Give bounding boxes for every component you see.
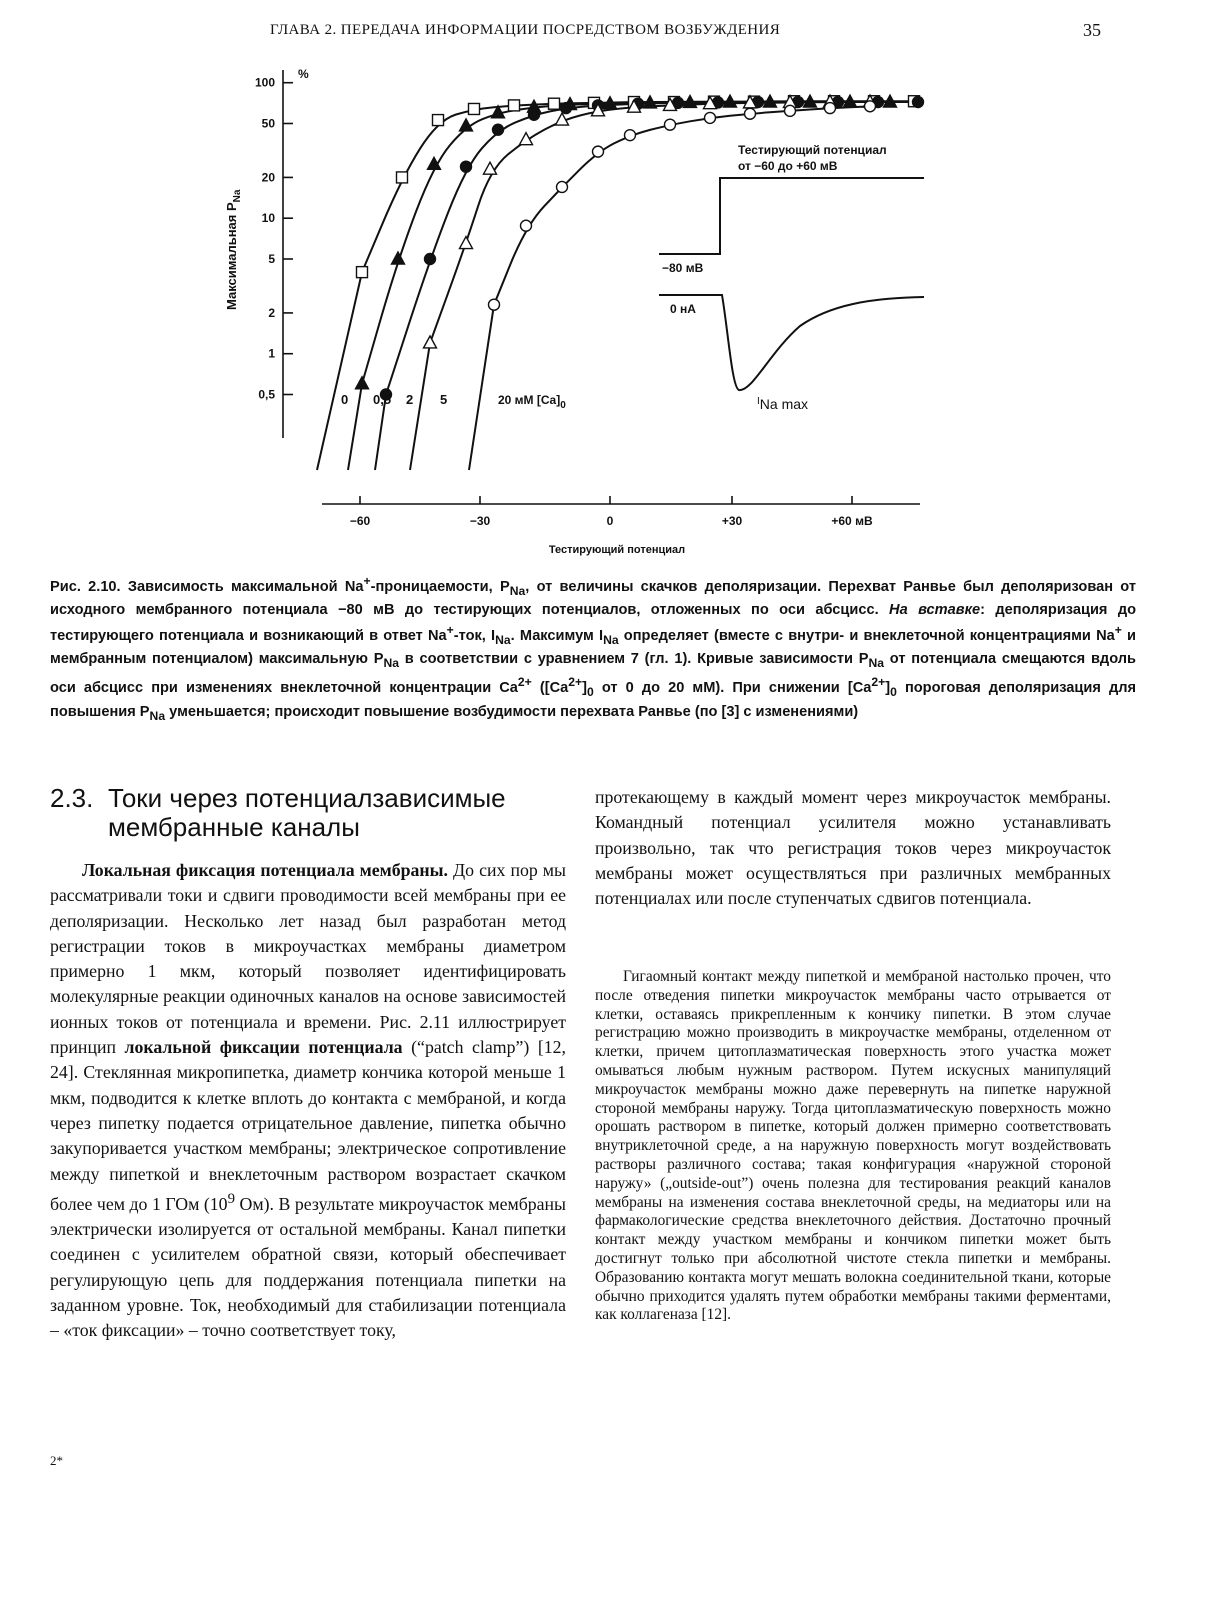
fit-curve <box>375 102 922 470</box>
marker-triangle <box>460 237 473 249</box>
x-axis-label: Тестирующий потенциал <box>548 544 686 556</box>
x-tick-label: −60 <box>349 514 371 528</box>
section-heading <box>50 784 580 842</box>
caption-text: и мембранным потенциалом) максимальную P <box>50 627 1136 668</box>
caption-italic: На вставке <box>889 602 981 619</box>
curve-label-20mM <box>498 393 566 411</box>
section-number: 2.3. <box>50 783 94 813</box>
fit-curve <box>348 102 894 470</box>
marker-square <box>433 115 444 126</box>
caption-sup: 2+ <box>568 675 583 690</box>
marker-circle <box>489 299 500 310</box>
caption-text: : деполяризация до тестирующего потенциала и возникающий в ответ Na <box>50 602 1137 644</box>
marker-square <box>549 98 560 109</box>
caption-text: уменьшается; происходит повышение возбудимости перехвата Ранвье (по [3] с изменениями) <box>165 703 859 720</box>
marker-triangle <box>356 377 369 389</box>
x-tick-label: 0 <box>606 514 614 528</box>
caption-text: в соответствии с уравнением 7 (гл. 1). Кривые зависимости P <box>399 651 869 668</box>
curve-label: 2 <box>406 392 414 407</box>
y-tick-label: 100 <box>254 75 275 90</box>
marker-circle <box>913 97 924 108</box>
caption-text: определяет (вместе с внутри- и внеклеточной концентрациями Na <box>618 627 1115 644</box>
marker-circle <box>425 254 436 265</box>
right-column-continuation <box>595 785 1111 911</box>
data-points <box>356 95 924 400</box>
x-tick-label: +60 мВ <box>831 514 873 528</box>
marker-circle <box>865 101 876 112</box>
caption-sub: Na <box>149 708 166 723</box>
caption-text: Зависимость максимальной Na <box>120 578 364 595</box>
inset-peak-label-main: I <box>757 396 760 407</box>
caption-sub: Na <box>509 583 526 598</box>
caption-sub: Na <box>383 655 400 670</box>
fit-curve <box>410 102 874 470</box>
paragraph-small: Гигаомный контакт между пипеткой и мембраной настолько прочен, что после отведения пипетки микроучасток мембраны часто отрывается от клетки, оставаясь прикрепленным к кончику пипетки. В этом случае регистрацию можно производить в микроучастке мембраны, отделенном от клетки, причем цитоплазматическая поверхность этого участка может омываться любым нужным раствором. Путем искусных манипуляций микроучасток мембраны можно даже перевернуть на пипетке наружной стороной мембраны наружу. Тогда цитоплазматическую поверхность можно орошать раствором в пипетке, который должен примерно соответствовать внутриклеточной среде, а на наружную поверхность могут воздействовать растворы различного состава; такая конфигурация «наружной стороной наружу» („outside-out”) очень полезна для тестирования реакций каналов мембраны на изменения состава внеклеточной среды, на медиаторы или на фармакологические средства внеклеточного действия. Достаточно прочный контакт между участком мембраны и кончиком пипетки может быть достигнут только при абсолютной чистоте стекла пипетки и мембраны. Образованию контакта могут мешать волокна соединительной ткани, которые обычно приходится удалять путем обработки мембраны такими ферментами, как коллагеназа [12]. <box>595 968 1111 1324</box>
caption-sub: Na <box>495 632 511 647</box>
marker-circle <box>665 119 676 130</box>
curve-label: 0,5 <box>373 392 392 407</box>
caption-sup: 2+ <box>517 675 532 690</box>
caption-sub: 0 <box>890 685 897 700</box>
y-axis-label-sub: Na <box>232 189 243 203</box>
y-unit: % <box>298 67 309 81</box>
y-tick-label: 50 <box>261 116 275 131</box>
inset <box>659 143 924 412</box>
inset-hold-label: −80 мВ <box>662 261 704 275</box>
caption-text: от 0 до 20 мМ). При снижении [Ca <box>593 680 872 697</box>
left-column <box>50 858 566 1344</box>
run-in-heading: Локальная фиксация потенциала мембраны. <box>82 860 448 880</box>
section-title-line2: мембранные каналы <box>108 812 360 842</box>
inset-title-line1: Тестирующий потенциал <box>738 143 887 157</box>
marker-circle <box>461 161 472 172</box>
inset-peak-label <box>757 396 808 412</box>
signature-mark: 2* <box>50 1453 63 1468</box>
curve-label: 5 <box>440 392 448 407</box>
caption-text: ] <box>582 680 588 697</box>
right-column-small-print <box>595 968 1111 1325</box>
section-title-line1: Токи через потенциалзависимые <box>108 783 506 813</box>
caption-text: , от величины скачков деполяризации. Перехват Ранвье был деполяризован от исходного мембранного потенциала −80 мВ до тестирующих потенциалов, отложенных по оси абсцисс. <box>50 578 1136 619</box>
y-tick-label: 0,5 <box>258 387 275 402</box>
paragraph <box>50 858 566 1344</box>
marker-circle <box>625 130 636 141</box>
marker-square <box>397 172 408 183</box>
marker-square <box>469 103 480 114</box>
y-tick-label: 1 <box>268 346 275 361</box>
y-tick-label: 2 <box>268 305 275 320</box>
caption-label: Рис. 2.10. <box>50 578 121 595</box>
y-tick-labels <box>255 76 293 402</box>
curve-label-20mM-text: 20 мМ [Ca] <box>498 393 561 407</box>
x-tick-labels <box>350 496 873 528</box>
caption-sup: + <box>446 622 454 637</box>
marker-circle <box>521 220 532 231</box>
x-tick-label: +30 <box>721 514 743 528</box>
paragraph-text: Ом). В результате микроучасток мембраны электрически изолируется от остальной мембраны. Канал пипетки соединен с усилителем обратной связи, который обеспечивает регулирующую цепь для поддержания потенциала пипетки на заданном уровне. Ток, необходимый для стабилизации потенциала – «ток фиксации» – точно соответствует току, <box>50 1193 567 1341</box>
marker-circle <box>705 112 716 123</box>
marker-circle <box>529 109 540 120</box>
inset-title-line2: от −60 до +60 мВ <box>738 159 838 173</box>
marker-circle <box>493 124 504 135</box>
caption-sup: + <box>1114 622 1122 637</box>
paragraph: протекающему в каждый момент через микроучасток мембраны. Командный потенциал усилителя можно устанавливать произвольно, так что регистрация токов через микроучасток мембраны может осуществляться при различных мембранных потенциалах или после ступенчатых сдвигов потенциала. <box>595 787 1111 909</box>
marker-square <box>509 100 520 111</box>
marker-triangle <box>424 336 437 348</box>
marker-circle <box>785 105 796 116</box>
marker-square <box>357 267 368 278</box>
paragraph-text: До сих пор мы рассматривали токи и сдвиги проводимости всей мембраны при ее деполяризации. Несколько лет назад был разработан метод регистрации токов в микроучастках мембраны диаметром примерно 1 мкм, который позволяет идентифицировать молекулярные реакции одиночных каналов на основе зависимостей ионных токов от потенциала и времени. Рис. 2.11 иллюстрирует принцип <box>50 860 566 1058</box>
curve-label-20mM-sub: 0 <box>560 400 566 411</box>
curve-labels <box>341 392 447 407</box>
caption-sup: + <box>363 574 371 588</box>
caption-sub: 0 <box>587 685 594 700</box>
y-axis-title <box>224 189 243 310</box>
running-head: ГЛАВА 2. ПЕРЕДАЧА ИНФОРМАЦИИ ПОСРЕДСТВОМ ВОЗБУЖДЕНИЯ <box>270 22 781 38</box>
caption-sub: Na <box>603 632 619 647</box>
marker-triangle <box>392 252 405 264</box>
page-number: 35 <box>1083 20 1101 40</box>
marker-circle <box>745 108 756 119</box>
y-axis-label: Максимальная P <box>224 202 239 310</box>
y-tick-label: 10 <box>261 211 275 226</box>
figure-2-10 <box>0 0 1216 570</box>
marker-circle <box>593 146 604 157</box>
inset-zero-current-label: 0 нА <box>670 302 696 316</box>
superscript: 9 <box>227 1190 235 1207</box>
x-tick-label: −30 <box>469 514 491 528</box>
inset-current-trace <box>659 295 924 390</box>
caption-text: . Максимум I <box>510 627 604 644</box>
caption-sup: 2+ <box>871 675 886 690</box>
caption-text: ([Ca <box>531 680 569 697</box>
caption-sub: Na <box>868 655 885 670</box>
y-tick-label: 5 <box>268 252 275 266</box>
caption-text: ] <box>885 680 891 697</box>
marker-circle <box>557 181 568 192</box>
paragraph-text: (“patch clamp”) [12, 24]. Стеклянная микропипетка, диаметр кончика которой меньше 1 мкм, подводится к клетке вплоть до контакта с мембраной, и когда через пипетку подается отрицательное давление, пипетка обычно закупоривается участком мембраны; электрическое сопротивление между пипеткой и внеклеточным раствором возрастает скачком более чем до 1 ГОм (10 <box>50 1037 566 1214</box>
inset-peak-label-sub: Na max <box>759 396 809 412</box>
figure-caption <box>50 572 1136 726</box>
curve-label: 0 <box>341 392 349 407</box>
caption-text: -ток, I <box>453 627 496 644</box>
y-tick-label: 20 <box>261 170 275 185</box>
caption-text: пороговая деполяризация для повышения P <box>50 680 1136 720</box>
caption-text: -проницаемости, P <box>370 578 510 595</box>
marker-circle <box>825 103 836 114</box>
caption-text: от потенциала смещаются вдоль оси абсцисс при изменениях внеклеточной концентрации Ca <box>50 651 1136 697</box>
term-bold: локальной фиксации потенциала <box>124 1037 403 1058</box>
svg-text:Максимальная PNa <box>224 189 243 310</box>
inset-voltage-step <box>659 178 924 254</box>
